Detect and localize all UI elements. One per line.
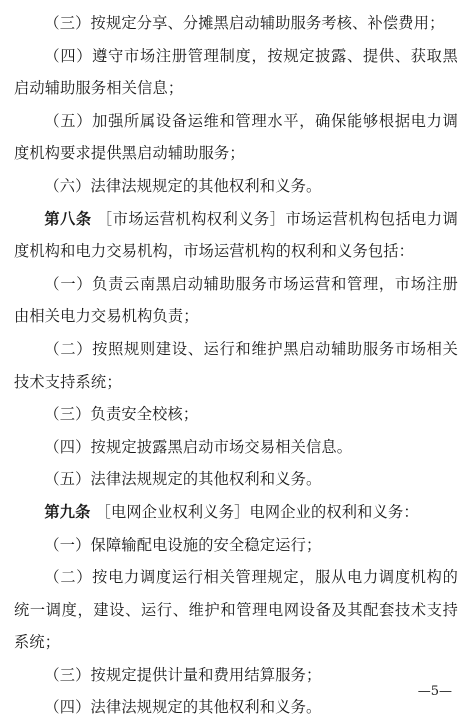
article-9	[14, 496, 458, 529]
page-number: —5—	[417, 684, 452, 699]
paragraph-9-1	[14, 529, 458, 562]
paragraph-9-2	[14, 561, 458, 659]
paragraph-8-3	[14, 398, 458, 431]
paragraph-text: （五）法律法规规定的其他权利和义务。	[44, 470, 322, 489]
paragraph-text: （三）按规定提供计量和费用结算服务；	[44, 665, 322, 684]
paragraph-8-1	[14, 268, 458, 333]
article-heading: 第八条	[44, 209, 92, 228]
paragraph-9-3	[14, 659, 458, 692]
article-heading: 第九条	[44, 502, 91, 521]
paragraph-3-4	[14, 40, 458, 105]
paragraph-text: ［电网企业权利义务］电网企业的权利和义务：	[95, 502, 419, 521]
article-8	[14, 203, 458, 268]
paragraph-text: （五）加强所属设备运维和管理水平，确保能够根据电力调度机构要求提供黑启动辅助服务；	[14, 111, 458, 163]
paragraph-text: （六）法律法规规定的其他权利和义务。	[44, 176, 322, 195]
paragraph-8-4	[14, 431, 458, 464]
paragraph-3-5	[14, 105, 458, 170]
paragraph-text: ［市场运营机构权利义务］市场运营机构包括电力调度机构和电力交易机构，市场运营机构的权利和义务包括：	[14, 209, 458, 261]
paragraph-text: （二）按电力调度运行相关管理规定，服从电力调度机构的统一调度，建设、运行、维护和管理电网设备及其配套技术支持系统；	[14, 568, 458, 652]
paragraph-text: （二）按照规则建设、运行和维护黑启动辅助服务市场相关技术支持系统；	[14, 339, 458, 391]
paragraph-text: （三）按规定分享、分摊黑启动辅助服务考核、补偿费用；	[44, 14, 445, 32]
paragraph-text: （四）遵守市场注册管理制度，按规定披露、提供、获取黑启动辅助服务相关信息；	[14, 46, 458, 98]
paragraph-text: （一）负责云南黑启动辅助服务市场运营和管理，市场注册由相关电力交易机构负责；	[14, 274, 458, 326]
paragraph-3-3	[14, 7, 458, 40]
paragraph-text: （四）按规定披露黑启动市场交易相关信息。	[44, 437, 353, 456]
paragraph-8-2	[14, 333, 458, 398]
paragraph-3-6	[14, 170, 458, 203]
paragraph-text: （三）负责安全校核；	[44, 405, 199, 424]
document-body	[14, 7, 458, 724]
paragraph-text: （四）法律法规规定的其他权利和义务。	[44, 698, 322, 717]
paragraph-8-5	[14, 463, 458, 496]
paragraph-text: （一）保障输配电设施的安全稳定运行；	[44, 535, 322, 554]
paragraph-9-4	[14, 691, 458, 724]
